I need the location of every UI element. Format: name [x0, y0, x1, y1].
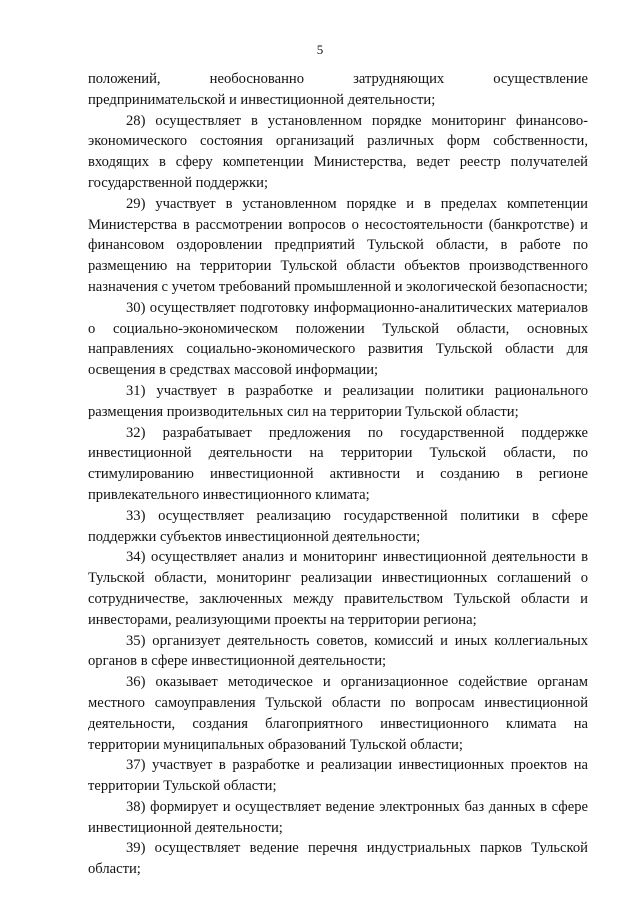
document-body [88, 69, 588, 880]
paragraph-item-38: 38) формирует и осуществляет ведение электронных баз данных в сфере инвестиционной деятельности; [88, 798, 588, 836]
paragraph-item-29: 29) участвует в установленном порядке и в пределах компетенции Министерства в рассмотрении вопросов о несостоятельности (банкротстве) и финансовом оздоровлении предприятий Тульской области, в работе по размещению на территории Тульской области объектов производственного назначения с учетом требований промышленной и экологической безопасности; [88, 195, 588, 295]
paragraph-item-35: 35) организует деятельность советов, комиссий и иных коллегиальных органов в сфере инвестиционной деятельности; [88, 632, 588, 670]
paragraph-item-37: 37) участвует в разработке и реализации инвестиционных проектов на территории Тульской области; [88, 757, 588, 795]
paragraph-item-31: 31) участвует в разработке и реализации политики рационального размещения производительных сил на территории Тульской области; [88, 382, 588, 420]
paragraph-item-32: 32) разрабатывает предложения по государственной поддержке инвестиционной деятельности на территории Тульской области, по стимулированию инвестиционной активности и созданию в регионе привлекательного инвестиционного климата; [88, 424, 588, 503]
paragraph-item-30: 30) осуществляет подготовку информационно-аналитических материалов о социально-экономическом положении Тульской области, основных направлениях социально-экономического развития Тульской области для освещения в средствах массовой информации; [88, 299, 588, 379]
paragraph-item-33: 33) осуществляет реализацию государственной политики в сфере поддержки субъектов инвестиционной деятельности; [88, 507, 588, 545]
paragraph-item-39: 39) осуществляет ведение перечня индустриальных парков Тульской области; [88, 840, 588, 878]
paragraph-item-36: 36) оказывает методическое и организационное содействие органам местного самоуправления Тульской области по вопросам инвестиционной деятельности, создания благоприятного инвестиционного климата на территории муниципальных образований Тульской области; [88, 674, 588, 753]
page-number: 5 [316, 42, 324, 57]
paragraph-continuation: положений, необоснованно затрудняющих осуществление предпринимательской и инвестиционной деятельности; [88, 71, 588, 108]
paragraph-item-28: 28) осуществляет в установленном порядке мониторинг финансово-экономического состояния организаций различных форм собственности, входящих в сферу компетенции Министерства, ведет реестр получателей государственной поддержки; [88, 112, 588, 191]
paragraph-item-34: 34) осуществляет анализ и мониторинг инвестиционной деятельности в Тульской области, мониторинг реализации инвестиционных соглашений о сотрудничестве, заключенных между правительством Тульской области и инвесторами, реализующими проекты на территории региона; [88, 549, 588, 628]
